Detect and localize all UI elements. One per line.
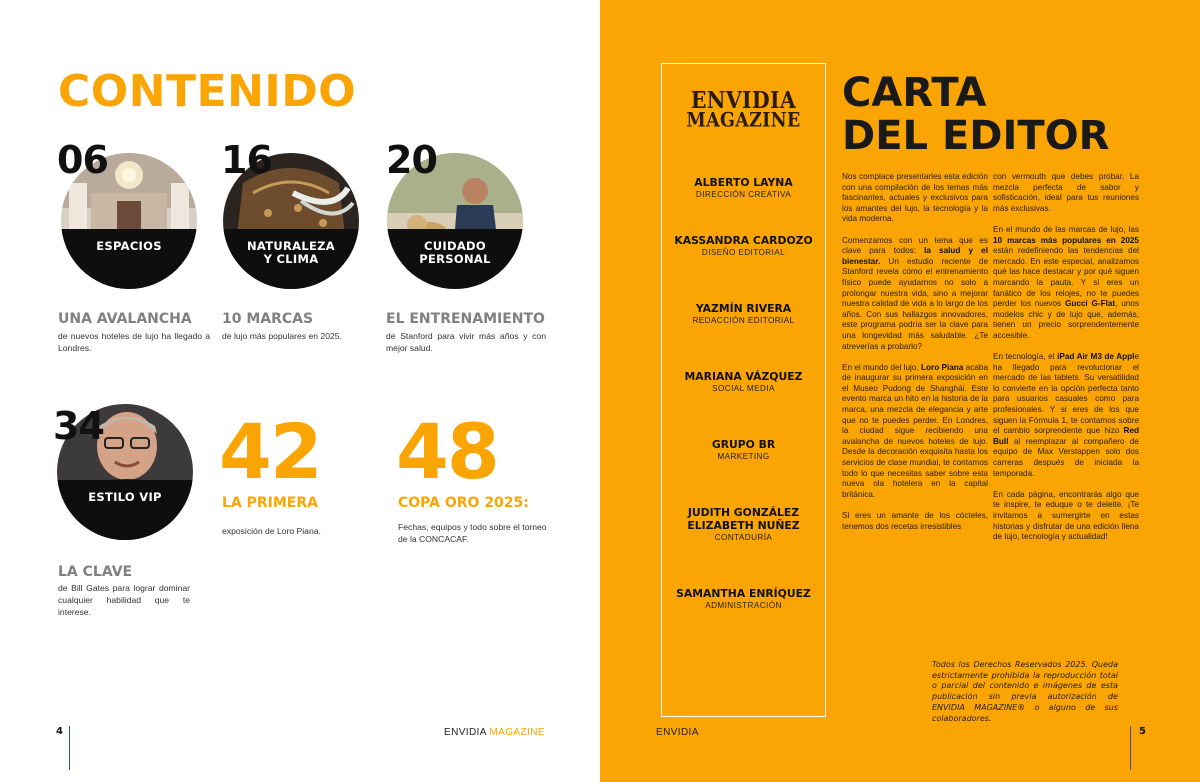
staff-name: JUDITH GONZÁLEZ ELIZABETH NUÑEZ [687,506,800,532]
staff-entry [662,370,825,393]
staff-entry [662,587,825,610]
item-label-band [223,229,359,289]
item-headline[interactable]: LA CLAVE [58,564,133,580]
staff-entry [662,506,825,542]
big-item-description: exposición de Loro Piana. [222,526,321,536]
item-description: de nuevos hoteles de lujo ha llegado a Londres. [58,331,210,353]
copyright-notice: Todos los Derechos Reservados 2025. Queda estrictamente prohibida la reproducción total o parcial del contenido e imágenes de esta publicación sin previa autorización de ENVIDIA MAGAZINE® o alguno de sus colaboradores. [932,660,1118,723]
staff-name: YAZMÍN RIVERA [695,302,792,315]
staff-role: DIRECCIÓN CREATIVA [695,190,792,199]
staff-box [661,63,826,717]
big-page-number: 42 [219,407,321,496]
staff-role: CONTADURÍA [714,533,773,542]
staff-role: SOCIAL MEDIA [712,384,775,393]
staff-role: REDACCIÓN EDITORIAL [692,316,795,325]
footer-brand-left: ENVIDIA MAGAZINE [444,727,545,738]
editor-letter-column-1: Nos complace presentarles esta edición con una compilación de los temas más fascinantes, actuales y exclusivos para los amantes del lujo, la tecnología y la vida moderna. Comenzamos con un tema que es clave para todos: la salud y el bienestar. Un estudio reciente de Stanford revela cómo el entrenamiento físico puede ayudarnos no solo a prolongar nuestra vida, sino a mejorar nuestra calidad de vida a lo largo de los años. Con sus hallazgos innovadores, este programa podría ser la clave para una longevidad más saludable. ¿Te atreverías a probarlo? En el mundo del lujo, Loro Piana acaba de inaugurar su primera exposición en el Museo Pudong de Shanghái. Este evento marca un hito en la historia de la marca, una mezcla de elegancia y arte que no te puedes perder. En Londres, la ciudad sigue recibiendo una avalancha de nuevos hoteles de lujo. Desde la decoración exquisita hasta los servicios de clase mundial, te contamos todo lo que necesitas saber sobre esta nueva ola hotelera en la capital británica. Si eres un amante de los cócteles, tenemos dos recetas irresistibles [842,172,988,531]
staff-entry [662,438,825,461]
contents-title: CONTENIDO [58,66,357,117]
footer-brand-right: ENVIDIA MAGAZINE [656,727,757,738]
staff-name: ALBERTO LAYNA [694,176,793,189]
item-page-number: 06 [57,138,108,182]
big-item-headline[interactable]: LA PRIMERA [222,495,318,511]
item-label-band [61,229,197,289]
item-label-band [57,480,193,540]
item-label-band [387,229,523,289]
item-page-number: 16 [221,138,272,182]
big-item-headline[interactable]: COPA ORO 2025: [398,495,529,511]
page-number-right: 5 [1139,726,1146,737]
page-number-left: 4 [56,726,63,737]
item-description: de Stanford para vivir más años y con mejor salud. [386,331,546,353]
big-page-number: 48 [396,407,498,496]
item-label: ESPACIOS [96,239,162,253]
item-headline[interactable]: UNA AVALANCHA [58,311,192,327]
item-label: CUIDADO PERSONAL [419,239,491,266]
staff-name: SAMANTHA ENRÍQUEZ [676,587,811,600]
item-label: NATURALEZA Y CLIMA [247,239,335,266]
big-item-description: Fechas, equipos y todo sobre el torneo de la CONCACAF. [398,522,547,544]
item-page-number: 34 [53,404,104,448]
item-description: de lujo más populares en 2025. [222,331,342,341]
item-headline[interactable]: EL ENTRENAMIENTO [386,311,545,327]
staff-entry [662,234,825,257]
staff-role: MARKETING [717,452,770,461]
editor-letter-title: CARTA DEL EDITOR [842,70,1110,159]
folio-rule [69,726,70,770]
staff-name: KASSANDRA CARDOZO [674,234,813,247]
item-description: de Bill Gates para lograr dominar cualquier habilidad que te interese. [58,583,190,617]
staff-entry [662,302,825,325]
item-headline[interactable]: 10 MARCAS [222,311,314,327]
staff-entry [662,176,825,199]
staff-name: GRUPO BR [711,438,776,451]
staff-role: DISEÑO EDITORIAL [701,248,786,257]
item-label: ESTILO VIP [88,490,162,504]
magazine-logo: ENVIDIA MAGAZINE [686,86,801,133]
folio-rule [1130,726,1131,770]
item-page-number: 20 [386,138,437,182]
staff-role: ADMINISTRACIÓN [705,601,782,610]
staff-name: MARIANA VÁZQUEZ [684,370,803,383]
editor-letter-column-2: con vermouth que debes probar. La mezcla perfecta de sabor y sofisticación, ideal para tus reuniones más exclusivas. En el mundo de las marcas de lujo, las 10 marcas más populares en 2025 están redefiniendo las tendencias del mercado. En este especial, analizamos qué las hace destacar y por qué siguen marcando la pauta. Y si eres un fanático de los relojes, no te puedes perder los nuevos Gucci G-Flat, unos modelos chic y de lujo que, además, tienen un precio sorprendentemente accesible. En tecnología, el iPad Air M3 de Apple ha llegado para revolucionar el mercado de las tablets. Su versatilidad lo convierte en la opción perfecta tanto para usuarios casuales como para profesionales. Y si eres de los que siguen la Fórmula 1, te contamos sobre el cambio sorprendente que hizo Red Bull al reemplazar al compañero de equipo de Max Verstappen solo dos carreras después de iniciada la temporada. En cada página, encontrarás algo que te inspire, te eduque o te deleite. ¡Te invitamos a sumergirte en estas historias y disfrutar de una edición llena de lujo, tecnología y actualidad! [993,172,1140,542]
